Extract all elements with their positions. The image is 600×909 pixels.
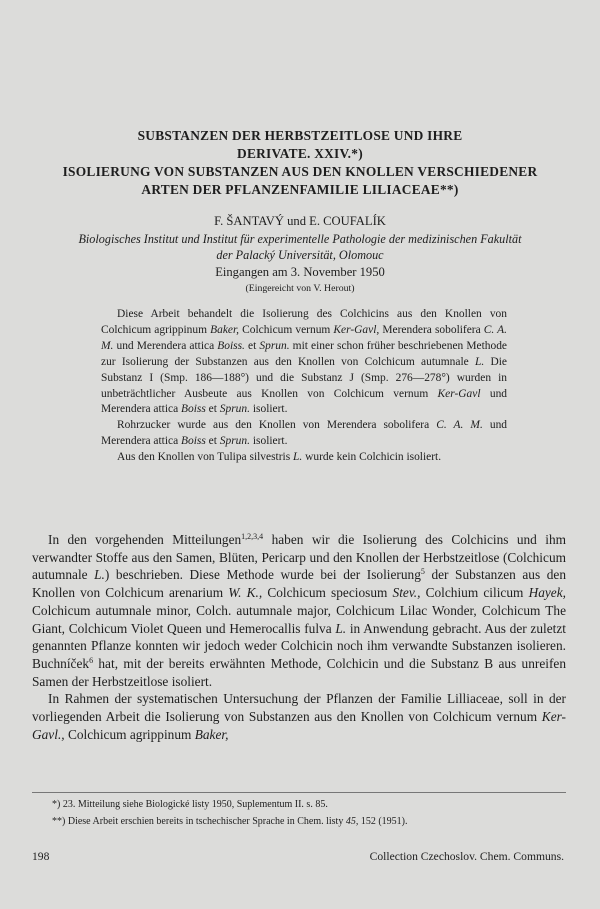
title-line: ISOLIERUNG VON SUBSTANZEN AUS DEN KNOLLEN VERSCHIEDENER xyxy=(62,164,538,179)
body-text xyxy=(32,531,566,743)
footnote: **) Diese Arbeit erschien bereits in tschechischer Sprache in Chem. listy 45, 152 (1951). xyxy=(52,815,408,827)
title-line: ARTEN DER PFLANZENFAMILIE LILIACEAE**) xyxy=(141,182,459,197)
body-paragraph: In Rahmen der systematischen Untersuchung der Pflanzen der Familie Lilliaceae, soll in der vorliegenden Arbeit die Isolierung von Substanzen aus den Knollen von Colchicum vernum Ker-Gavl., Colchicum agrippinum Baker, xyxy=(32,691,566,742)
article-title xyxy=(30,127,570,199)
title-line: DERIVATE. XXIV.*) xyxy=(237,146,363,161)
body-paragraph: In den vorgehenden Mitteilungen$^{1,2,3,4}$ haben wir die Isolierung des Colchicins und ihm verwandter Stoffe aus den Samen, Blüten, Pericarp und den Knollen der Herbstzeitlose (Colchicum autumnale L.) beschrieben. Diese Methode wurde bei der Isolierung$^5$ der Substanzen aus den Knollen von Colchicum arenarium W. K., Colchicum speciosum Stev., Colchium cilicum Hayek, Colchicum autumnale minor, Colch. autumnale major, Colchicum Lilac Wonder, Colchicum The Giant, Colchicum Violet Queen und Hemerocallis fulva L. in Anwendung gebracht. Aus der zuletzt genannten Pflanze konnten wir jedoch weder Colchicin noch ihm verwandte Substanzen isolieren. Buchníček$^6$ hat, mit der bereits erwähnten Methode, Colchicin und die Substanz B aus unreifen Samen der Herbstzeitlose isoliert. xyxy=(32,532,566,689)
page-number: 198 xyxy=(32,850,50,863)
journal-name: Collection Czechoslov. Chem. Communs. xyxy=(369,850,564,863)
footnote-divider xyxy=(32,792,566,793)
affiliation-line: der Palacký Universität, Olomouc xyxy=(216,247,384,262)
submitted-by: (Eingereicht von V. Herout) xyxy=(245,283,355,294)
authors: F. ŠANTAVÝ und E. COUFALÍK xyxy=(214,214,386,228)
affiliation xyxy=(30,232,570,263)
abstract-paragraph: Aus den Knollen von Tulipa silvestris L. wurde kein Colchicin isoliert. xyxy=(117,451,442,464)
abstract-paragraph: Diese Arbeit behandelt die Isolierung des Colchicins aus den Knollen von Colchicum agrippinum Baker, Colchicum vernum Ker-Gavl, Merendera sobolifera C. A. M. und Merendera attica Boiss. et Sprun. mit einer schon früher beschriebenen Methode zur Isolierung der Substanzen aus den Knollen von Colchicum autumnale L. Die Substanz I (Smp. 186—188°) und die Substanz J (Smp. 276—278°) wurden in unbeträchtlicher Ausbeute aus Knollen von Colchicum vernum Ker-Gavl und Merendera attica Boiss et Sprun. isoliert. xyxy=(101,308,508,416)
reference-marker: 1,2,3,4 xyxy=(241,532,264,541)
footnotes xyxy=(52,797,566,830)
abstract xyxy=(101,307,507,466)
page-footer xyxy=(32,850,564,863)
abstract-paragraph: Rohrzucker wurde aus den Knollen von Merendera sobolifera C. A. M. und Merendera attica Boiss et Sprun. isoliert. xyxy=(101,419,508,448)
reference-marker: 6 xyxy=(89,655,94,665)
received-date: Eingangen am 3. November 1950 xyxy=(215,265,385,279)
reference-marker: 5 xyxy=(420,567,425,577)
affiliation-line: Biologisches Institut und Institut für experimentelle Pathologie der medizinischen Fakultät xyxy=(78,232,522,246)
footnote: *) 23. Mitteilung siehe Biologické listy 1950, Suplementum II. s. 85. xyxy=(52,799,328,810)
title-line: SUBSTANZEN DER HERBSTZEITLOSE UND IHRE xyxy=(137,128,463,143)
